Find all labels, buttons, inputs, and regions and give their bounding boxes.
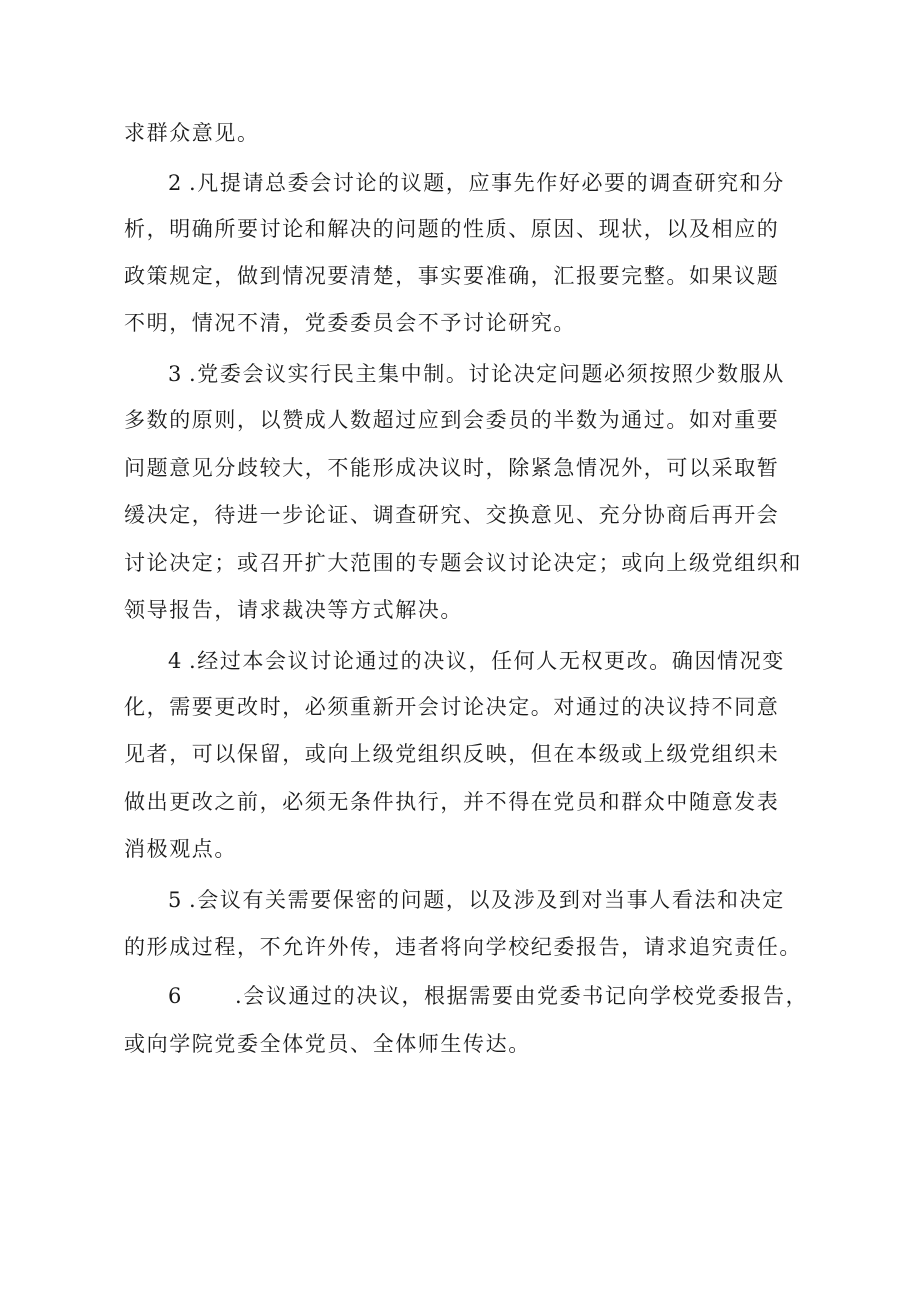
paragraph-4-line-3: 见者，可以保留，或向上级党组织反映，但在本级或上级党组织未 — [124, 742, 780, 766]
paragraph-1-line-1: 求群众意见。 — [124, 121, 260, 145]
paragraph-2-line-1: 2 .凡提请总委会讨论的议题，应事先作好必要的调查研究和分 — [168, 168, 804, 198]
item-number-5: 5 — [168, 888, 183, 912]
paragraph-4-line-4: 做出更改之前，必须无条件执行，并不得在党员和群众中随意发表 — [124, 790, 780, 814]
paragraph-4-line-5: 消极观点。 — [124, 837, 237, 861]
paragraph-5-line-1: 5 .会议有关需要保密的问题，以及涉及到对当事人看法和决定 — [168, 885, 804, 915]
paragraph-3-line-4: 缓决定，待进一步论证、调查研究、交换意见、充分协商后再开会 — [124, 503, 780, 527]
paragraph-2-line-3: 政策规定，做到情况要清楚，事实要准确，汇报要完整。如果议题 — [124, 264, 780, 288]
paragraph-3-line-3: 问题意见分歧较大，不能形成决议时，除紧急情况外，可以采取暂 — [124, 456, 780, 480]
paragraph-2-line-2: 析，明确所要讨论和解决的问题的性质、原因、现状，以及相应的 — [124, 217, 780, 241]
paragraph-3-line-2: 多数的原则，以赞成人数超过应到会委员的半数为通过。如对重要 — [124, 408, 780, 432]
paragraph-4-line-1: 4 .经过本会议讨论通过的决议，任何人无权更改。确因情况变 — [168, 646, 804, 676]
item-number-6: 6 — [168, 984, 183, 1008]
item-number-2: 2 — [168, 171, 183, 195]
paragraph-3-line-6: 领导报告，请求裁决等方式解决。 — [124, 598, 463, 622]
paragraph-6-line-2: 或向学院党委全体党员、全体师生传达。 — [124, 1032, 531, 1056]
paragraph-3-line-1: 3 .党委会议实行民主集中制。讨论决定问题必须按照少数服从 — [168, 359, 804, 389]
item-number-4: 4 — [168, 649, 183, 673]
paragraph-2-line-4: 不明，情况不清，党委委员会不予讨论研究。 — [124, 311, 576, 335]
paragraph-6-line-1: 6 .会议通过的决议，根据需要由党委书记向学校党委报告， — [168, 981, 804, 1011]
paragraph-5-line-2: 的形成过程，不允许外传，违者将向学校纪委报告，请求追究责任。 — [124, 935, 802, 959]
item-number-3: 3 — [168, 362, 183, 386]
paragraph-3-line-5: 讨论决定；或召开扩大范围的专题会议讨论决定；或向上级党组织和 — [124, 551, 802, 575]
paragraph-4-line-2: 化，需要更改时，必须重新开会讨论决定。对通过的决议持不同意 — [124, 695, 780, 719]
